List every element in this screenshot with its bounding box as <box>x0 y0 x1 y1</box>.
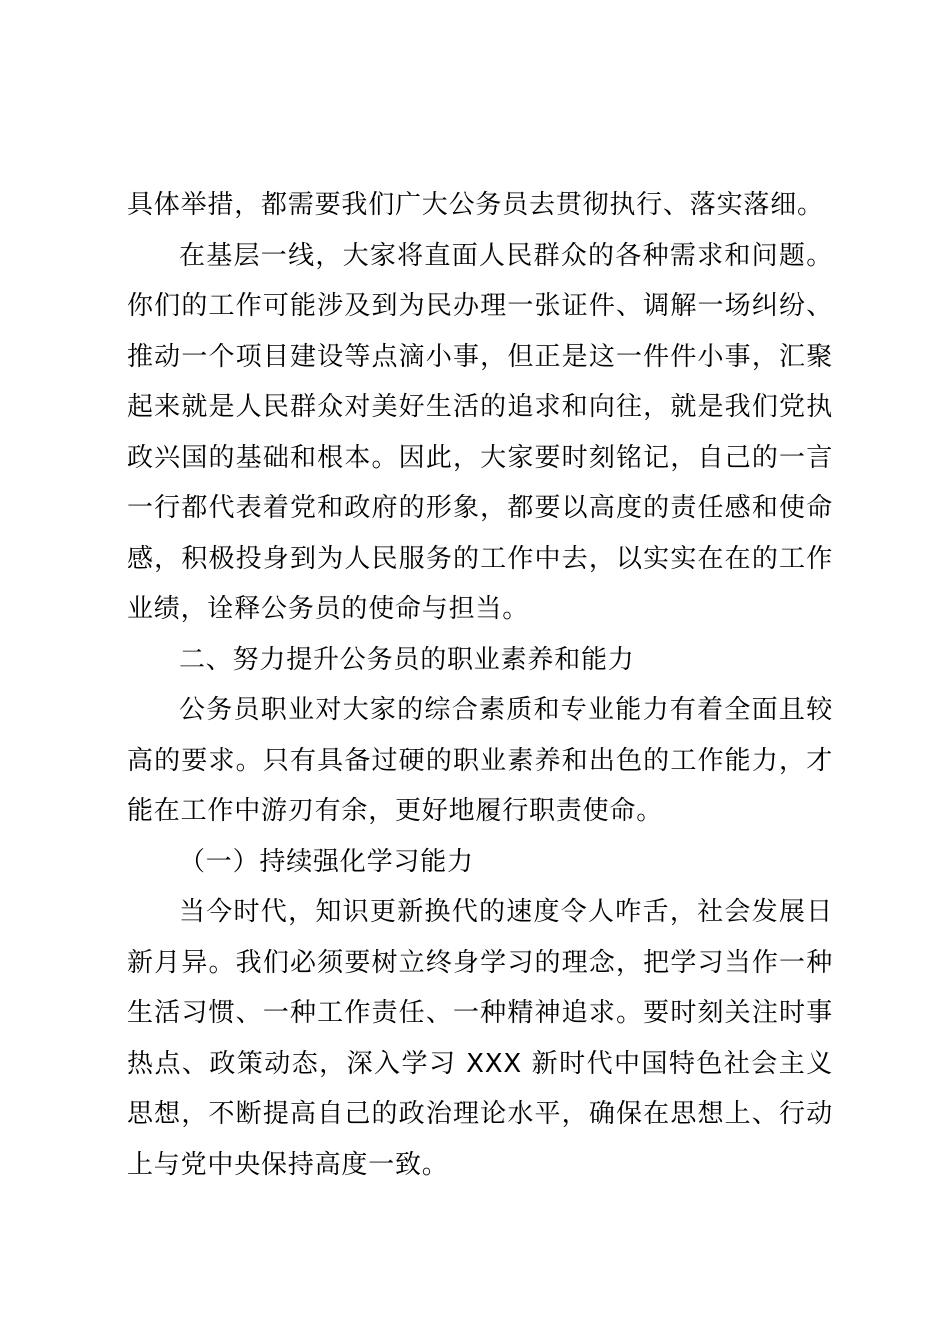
subsection-heading-1: （一）持续强化学习能力 <box>179 846 474 877</box>
paragraph-grassroots: 在基层一线，大家将直面人民群众的各种需求和问题。你们的工作可能涉及到为民办理一张证件、调解一场纠纷、推动一个项目建设等点滴小事，但正是这一件件小事，汇聚起来就是人民群众对美好生活的追求和向往，就是我们党执政兴国的基础和根本。因此，大家要时刻铭记，自己的一言一行都代表着党和政府的形象，都要以高度的责任感和使命感，积极投身到为人民服务的工作中去，以实实在在的工作业绩，诠释公务员的使命与担当。 <box>127 240 833 624</box>
section-heading-2: 二、努力提升公务员的职业素养和能力 <box>179 644 635 675</box>
paragraph-learning: 当今时代，知识更新换代的速度令人咋舌，社会发展日新月异。我们必须要树立终身学习的理念，把学习当作一种生活习惯、一种工作责任、一种精神追求。要时刻关注时事热点、政策动态，深入学习 XXX 新时代中国特色社会主义思想，不断提高自己的政治理论水平，确保在思想上、行动上与党中央保持高度一致。 <box>127 897 833 1180</box>
document-body <box>127 180 833 1190</box>
paragraph-professional-quality: 公务员职业对大家的综合素质和专业能力有着全面且较高的要求。只有具备过硬的职业素养和出色的工作能力，才能在工作中游刃有余，更好地履行职责使命。 <box>127 695 833 826</box>
paragraph-continuation: 具体举措，都需要我们广大公务员去贯彻执行、落实落细。 <box>127 190 824 220</box>
